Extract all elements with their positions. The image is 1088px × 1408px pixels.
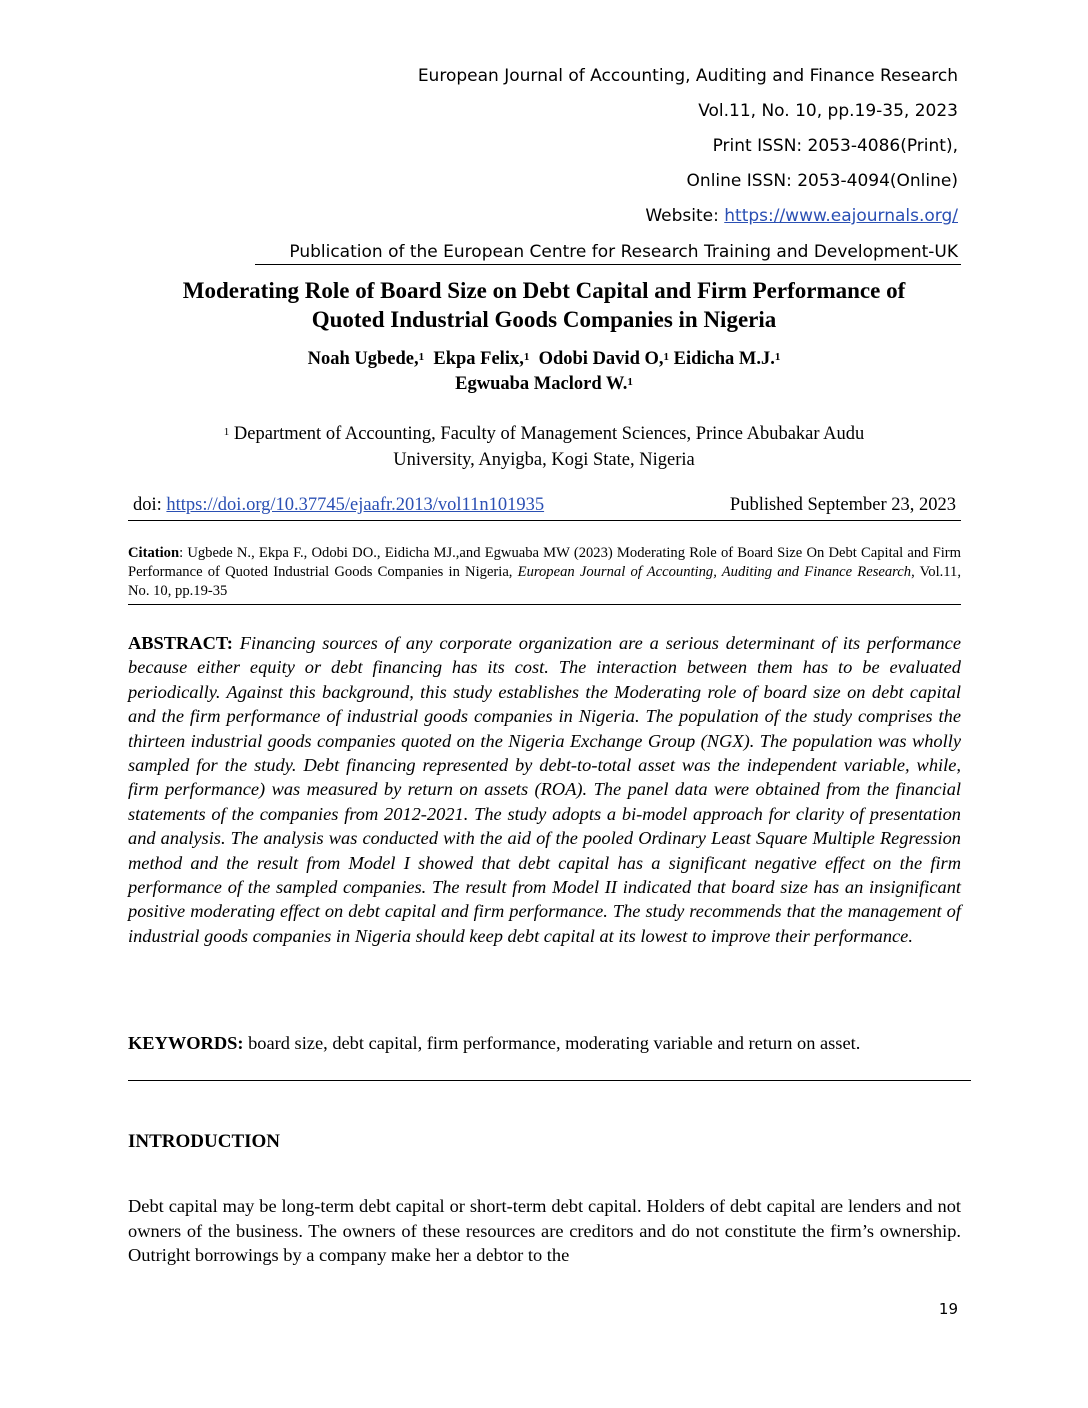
keywords bbox=[128, 1031, 961, 1055]
website-link[interactable]: https://www.eajournals.org/ bbox=[724, 206, 958, 226]
author-4-sup: 1 bbox=[774, 351, 781, 363]
doi-line bbox=[133, 495, 544, 516]
citation-text: : Ugbede N., Ekpa F., Odobi DO., Eidicha MJ.,and Egwuaba MW (2023) Moderating Role of Board Size On Debt Capital and Firm Performance of Quoted Industrial Goods Companies in Nigeria, bbox=[128, 545, 961, 580]
journal-name: European Journal of Accounting, Auditing and Finance Research bbox=[417, 66, 958, 86]
affiliation-text: Department of Accounting, Faculty of Management Sciences, Prince Abubakar Audu bbox=[229, 424, 865, 444]
affiliation-sup: 1 bbox=[223, 426, 230, 438]
citation-label: Citation bbox=[128, 545, 180, 561]
website-label: Website: bbox=[645, 206, 725, 226]
author-1-sup: 1 bbox=[418, 351, 425, 363]
author-2: Ekpa Felix, bbox=[433, 349, 524, 369]
citation-block bbox=[128, 544, 961, 601]
author-list bbox=[100, 347, 988, 397]
authors-line-1 bbox=[100, 347, 988, 372]
affiliation-line-1 bbox=[100, 421, 988, 447]
author-5-sup: 1 bbox=[627, 376, 633, 388]
affiliation-line-2: University, Anyigba, Kogi State, Nigeria bbox=[393, 450, 695, 470]
abstract-text: Financing sources of any corporate organization are a serious determinant of its performance because either equity or debt financing has its cost. The interaction between them has to be evaluated periodically. Against this background, this study establishes the Moderating role of board size on debt capital and the firm performance of industrial goods companies in Nigeria. The population of the study comprises the thirteen industrial goods companies quoted on the Nigeria Exchange Group (NGX). The population was wholly sampled for the study. Debt financing represented by debt-to-total asset was the independent variable, while, firm performance) was measured by return on assets (ROA). The panel data were obtained from the financial statements of the companies from 2012-2021. The study adopts a bi-model approach for clarity of presentation and analysis. The analysis was conducted with the aid of the pooled Ordinary Least Square Multiple Regression method and the result from Model I showed that debt capital has a significant negative effect on the firm performance of the sampled companies. The result from Model II indicated that board size has an insignificant positive moderating effect on debt capital and firm performance. The study recommends that the management of industrial goods companies in Nigeria should keep debt capital at its lowest to improve their performance. bbox=[128, 633, 961, 946]
print-issn: Print ISSN: 2053-4086(Print), bbox=[712, 136, 958, 156]
doi-link[interactable]: https://doi.org/10.37745/ejaafr.2013/vol11n101935 bbox=[166, 495, 545, 515]
title-line-1: Moderating Role of Board Size on Debt Capital and Firm Performance of bbox=[182, 278, 906, 303]
header-divider bbox=[255, 264, 961, 265]
title-line-2: Quoted Industrial Goods Companies in Nigeria bbox=[311, 307, 777, 332]
abstract-label: ABSTRACT: bbox=[128, 633, 233, 653]
author-5: Egwuaba Maclord W. bbox=[455, 374, 628, 394]
keywords-divider bbox=[128, 1080, 971, 1081]
keywords-label: KEYWORDS: bbox=[128, 1033, 244, 1053]
published-date: Published September 23, 2023 bbox=[729, 495, 956, 515]
author-3-sup: 1 bbox=[663, 351, 670, 363]
citation-divider bbox=[128, 604, 961, 605]
citation-journal: European Journal of Accounting, Auditing and Finance Research bbox=[517, 564, 912, 580]
author-2-sup: 1 bbox=[523, 351, 530, 363]
keywords-text: board size, debt capital, firm performance, moderating variable and return on asset. bbox=[243, 1033, 861, 1053]
author-4: Eidicha M.J. bbox=[673, 349, 775, 369]
affiliation bbox=[100, 421, 988, 473]
author-1: Noah Ugbede, bbox=[307, 349, 419, 369]
introduction-heading: INTRODUCTION bbox=[128, 1131, 281, 1152]
author-3: Odobi David O, bbox=[538, 349, 664, 369]
doi-divider bbox=[128, 520, 961, 521]
journal-website bbox=[645, 205, 958, 227]
abstract bbox=[128, 631, 961, 948]
publisher-line: Publication of the European Centre for Research Training and Development-UK bbox=[289, 242, 958, 262]
introduction-paragraph: Debt capital may be long-term debt capital or short-term debt capital. Holders of debt capital are lenders and not owners of the business. The owners of these resources are creditors and do not constitute the firm’s ownership. Outright borrowings by a company make her a debtor to the bbox=[128, 1196, 961, 1265]
doi-label: doi: bbox=[133, 495, 167, 515]
citation-details: , Vol.11, No. 10, pp.19-35 bbox=[128, 564, 961, 599]
journal-volume: Vol.11, No. 10, pp.19-35, 2023 bbox=[698, 101, 958, 121]
online-issn: Online ISSN: 2053-4094(Online) bbox=[686, 171, 958, 191]
page-number: 19 bbox=[938, 1300, 958, 1318]
paper-title bbox=[100, 276, 988, 334]
authors-line-2 bbox=[100, 372, 988, 397]
